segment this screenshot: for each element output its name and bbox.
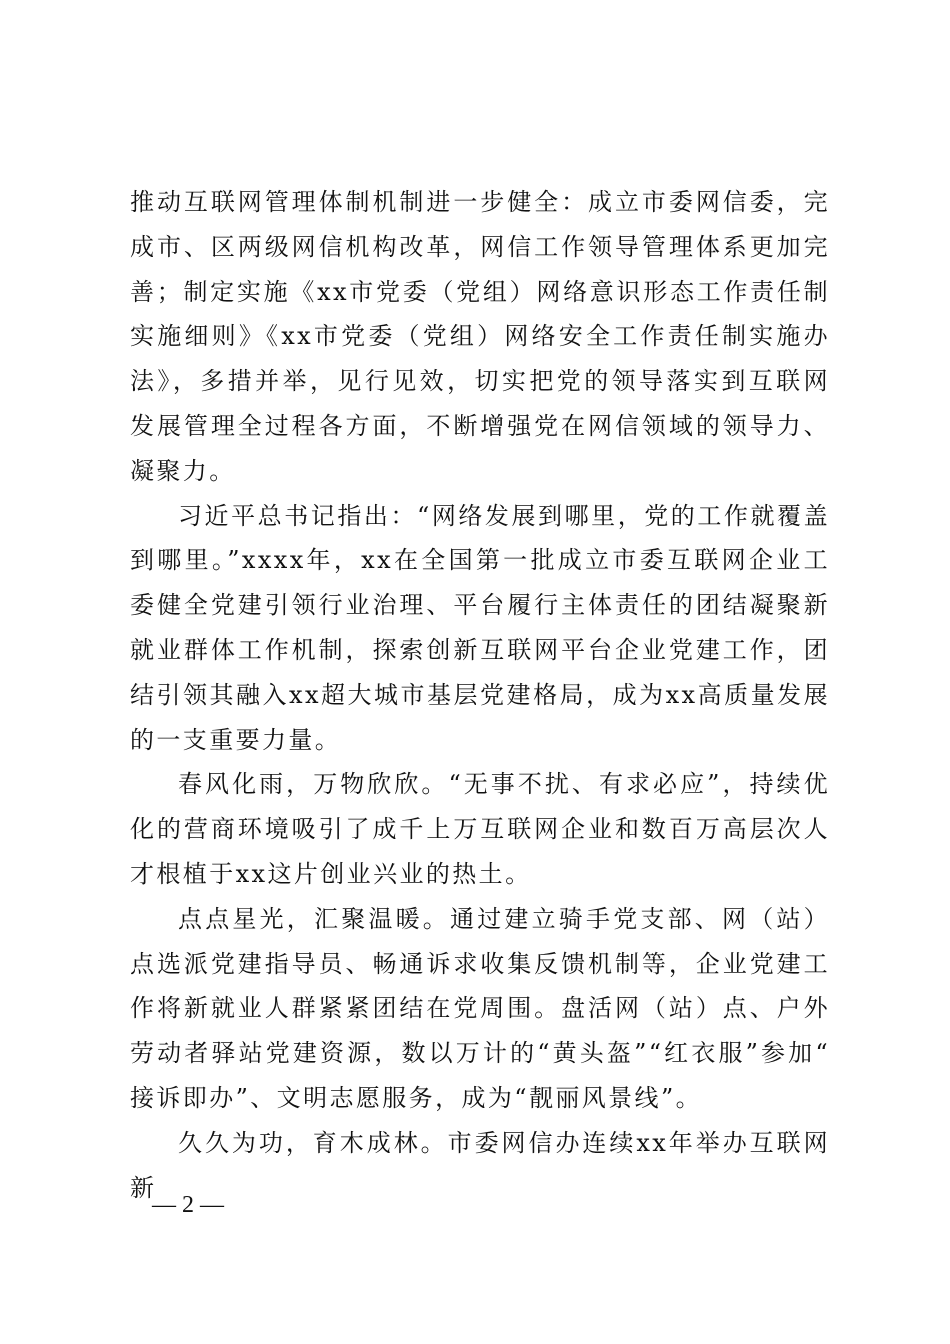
paragraph-network-coverage: 习近平总书记指出：“网络发展到哪里，党的工作就覆盖到哪里。”xxxx年，xx在全国第一批成立市委互联网企业工委健全党建引领行业治理、平台履行主体责任的团结凝聚新就业群体工作机制，探索创新互联网平台企业党建工作，团结引领其融入xx超大城市基层党建格局，成为xx高质量发展的一支重要力量。 — [130, 501, 830, 754]
paragraph-long-term-effort: 久久为功，育木成林。市委网信办连续xx年举办互联网新 — [130, 1128, 830, 1202]
document-body — [130, 180, 830, 1210]
paragraph-new-employment-groups: 点点星光，汇聚温暖。通过建立骑手党支部、网（站）点选派党建指导员、畅通诉求收集反馈机制等，企业党建工作将新就业人群紧紧团结在党周围。盘活网（站）点、户外劳动者驿站党建资源，数以万计的“黄头盔”“红衣服”参加“接诉即办”、文明志愿服务，成为“靓丽风景线”。 — [130, 904, 830, 1112]
paragraph-continuation: 推动互联网管理体制机制进一步健全：成立市委网信委，完成市、区两级网信机构改革，网信工作领导管理体系更加完善；制定实施《xx市党委（党组）网络意识形态工作责任制实施细则》《xx市党委（党组）网络安全工作责任制实施办法》，多措并举，见行见效，切实把党的领导落实到互联网发展管理全过程各方面，不断增强党在网信领域的领导力、凝聚力。 — [130, 188, 830, 485]
paragraph-business-environment: 春风化雨，万物欣欣。“无事不扰、有求必应”，持续优化的营商环境吸引了成千上万互联网企业和数百万高层次人才根植于xx这片创业兴业的热土。 — [130, 770, 830, 888]
page-number: — 2 — — [152, 1192, 224, 1218]
